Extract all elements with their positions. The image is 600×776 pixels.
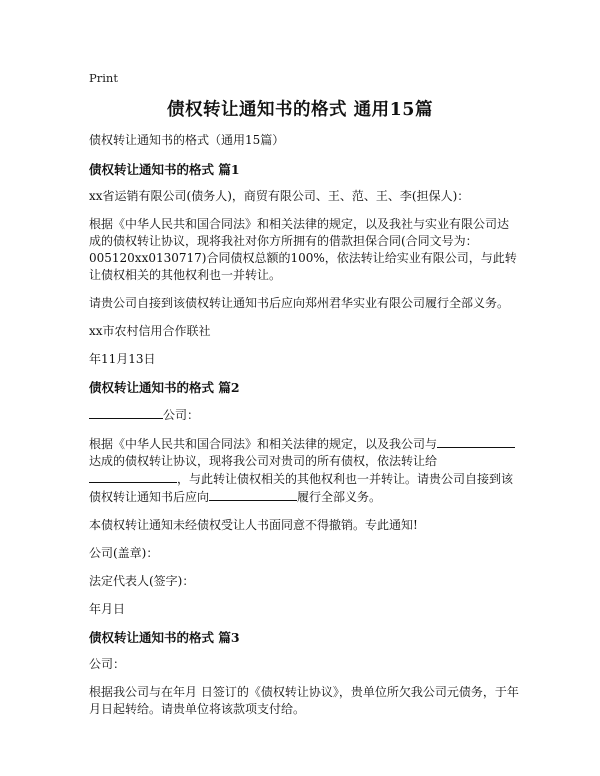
blank-line <box>437 435 515 448</box>
page-title: 债权转让通知书的格式 通用15篇 <box>167 100 433 120</box>
section-2-body-part4: 履行全部义务。 <box>297 490 382 504</box>
document-body <box>89 132 519 729</box>
section-2-date: 年月日 <box>89 602 126 616</box>
section-1-addressee: xx省运销有限公司(债务人)，商贸有限公司、王、范、王、李(担保人)： <box>89 189 470 203</box>
blank-line <box>89 470 177 483</box>
section-2-notice: 本债权转让通知未经债权受让人书面同意不得撤销。专此通知! <box>89 518 418 532</box>
blank-line <box>89 406 163 419</box>
section-2-body-part3: ，与此转让债权相关的其他权利也一并转让。请贵公司自接到该债权转让通知书后应向 <box>89 472 514 504</box>
section-2-body-part1: 根据《中华人民共和国合同法》和相关法律的规定，以及我公司与 <box>89 437 438 451</box>
blank-line <box>209 488 297 501</box>
section-2-body <box>89 435 519 506</box>
section-1-signer: xx市农村信用合作联社 <box>89 324 211 338</box>
section-2-addressee-suffix: 公司： <box>163 408 200 422</box>
section-2-rep: 法定代表人(签字)： <box>89 574 195 588</box>
section-1-date: 年11月13日 <box>89 352 156 366</box>
section-3-heading: 债权转让通知书的格式 篇3 <box>89 630 240 645</box>
section-3-body: 根据我公司与在年月 日签订的《债权转让协议》，贵单位所欠我公司元债务，于年月日起转给。请贵单位将该款项支付给。 <box>89 685 519 716</box>
section-2-body-part2: 达成的债权转让协议，现将我公司对贵司的所有债权，依法转让给 <box>89 454 438 468</box>
section-1-body: 根据《中华人民共和国合同法》和相关法律的规定，以及我社与实业有限公司达成的债权转让协议，现将我社对你方所拥有的借款担保合同(合同文号为：005120xx0130717)合同债权总额的100%，依法转让给实业有限公司，与此转让债权相关的其他权利也一并转让。 <box>89 217 517 282</box>
section-1-heading: 债权转让通知书的格式 篇1 <box>89 162 240 177</box>
section-2-heading: 债权转让通知书的格式 篇2 <box>89 380 240 395</box>
section-2-seal: 公司(盖章)： <box>89 546 159 560</box>
document-subtitle: 债权转让通知书的格式（通用15篇） <box>89 133 285 147</box>
section-3-addressee: 公司： <box>89 657 126 671</box>
section-2-addressee <box>89 406 519 424</box>
print-label: Print <box>89 71 118 85</box>
section-1-request: 请贵公司自接到该债权转让通知书后应向郑州君华实业有限公司履行全部义务。 <box>89 296 510 310</box>
